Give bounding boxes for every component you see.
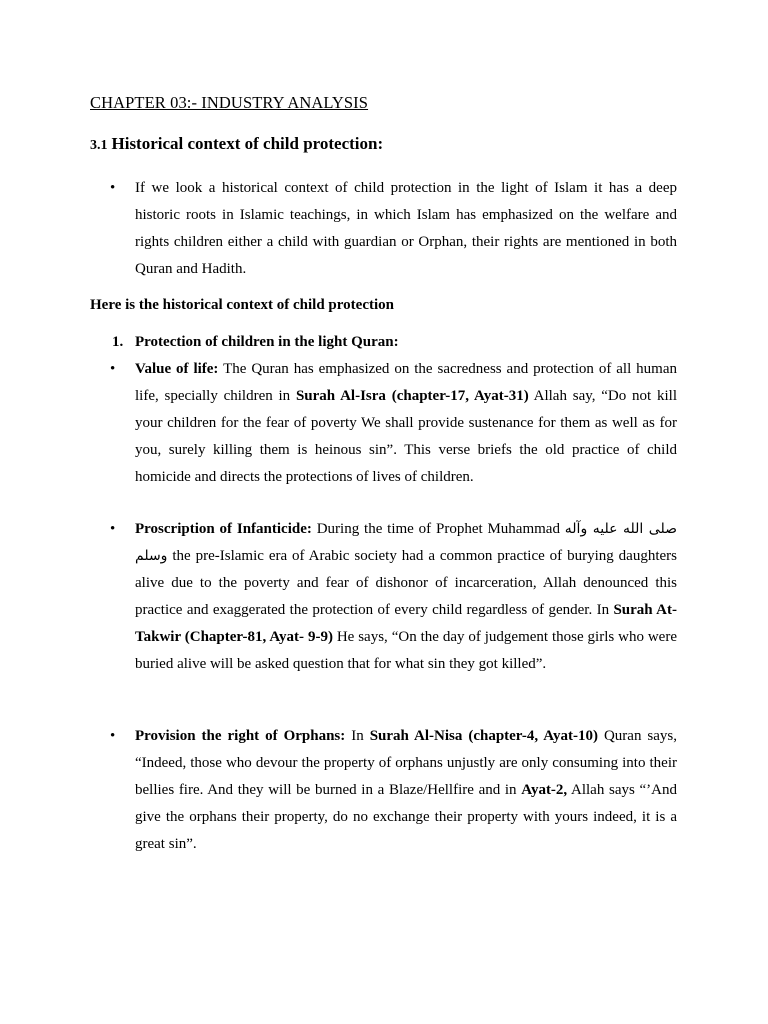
value-of-life-label: Value of life: [135,361,219,377]
bullet-icon: • [110,521,116,537]
value-of-life-text-1: The Quran has emphasized on the sacredness and protection of all human life, specially children in [135,361,677,404]
orphans-text-1: In [345,728,370,744]
subheading: Here is the historical context of child protection [90,297,394,313]
arabic-salutation: صلى الله عليه وآله وسلم [135,521,677,564]
bullet-infanticide [90,516,677,678]
infanticide-paragraph [135,516,677,678]
infanticide-label: Proscription of Infanticide: [135,521,312,537]
numbered-item-1 [90,329,677,356]
item-number: 1. [112,334,124,350]
infanticide-text-2: the pre-Islamic era of Arabic society had a common practice of burying daughters alive due to the poverty and fear of dishonor of incarceration, Allah denounced this practice and exaggerated the protection of every child regardless of gender. In [135,548,677,618]
value-of-life-paragraph [135,356,677,491]
infanticide-text-3: He says, “On the day of judgement those girls who were buried alive will be asked question that for what sin they got killed”. [135,629,677,672]
numbered-item-label: Protection of children in the light Quran: [135,334,399,350]
orphans-text-2: Quran says, “Indeed, those who devour the property of orphans unjustly are only consuming into their bellies fire. And they will be burned in a Blaze/Hellfire and in [135,728,677,798]
surah-al-isra-ref: Surah Al-Isra (chapter-17, Ayat-31) [295,388,529,404]
document-page [90,92,677,858]
section-number: 3.1 [90,138,108,153]
orphans-text-3: Allah says “’And give the orphans their property, do no exchange their property with yours indeed, it is a great sin”. [135,782,677,852]
bullet-icon: • [110,728,116,744]
intro-paragraph: If we look a historical context of child protection in the light of Islam it has a deep historic roots in Islamic teachings, in which Islam has emphasized on the welfare and rights children either a child with guardian or Orphan, their rights are mentioned in both Quran and Hadith. [135,180,677,277]
surah-al-nisa-ref: Surah Al-Nisa (chapter-4, Ayat-10) [369,728,598,744]
bullet-icon: • [110,180,116,196]
bullet-icon: • [110,361,116,377]
section-heading [90,133,677,157]
surah-at-takwir-ref: Surah At-Takwir (Chapter-81, Ayat- 9-9) [135,602,677,645]
bullet-orphans [90,723,677,858]
section-title: Historical context of child protection: [111,134,384,153]
ayat-2-ref: Ayat-2, [521,782,568,798]
orphans-label: Provision the right of Orphans: [135,728,346,744]
orphans-paragraph [135,723,677,858]
chapter-title: CHAPTER 03:- INDUSTRY ANALYSIS [90,93,369,112]
value-of-life-text-2: Allah say, “Do not kill your children for the fear of poverty We shall provide sustenance for them as well as for you, surely killing them is heinous sin”. This verse briefs the old practice of child homicide and directs the protections of lives of children. [135,388,677,485]
infanticide-text-1: During the time of Prophet Muhammad [311,521,565,537]
bullet-value-of-life [90,356,677,491]
intro-bullet-item [90,175,677,283]
